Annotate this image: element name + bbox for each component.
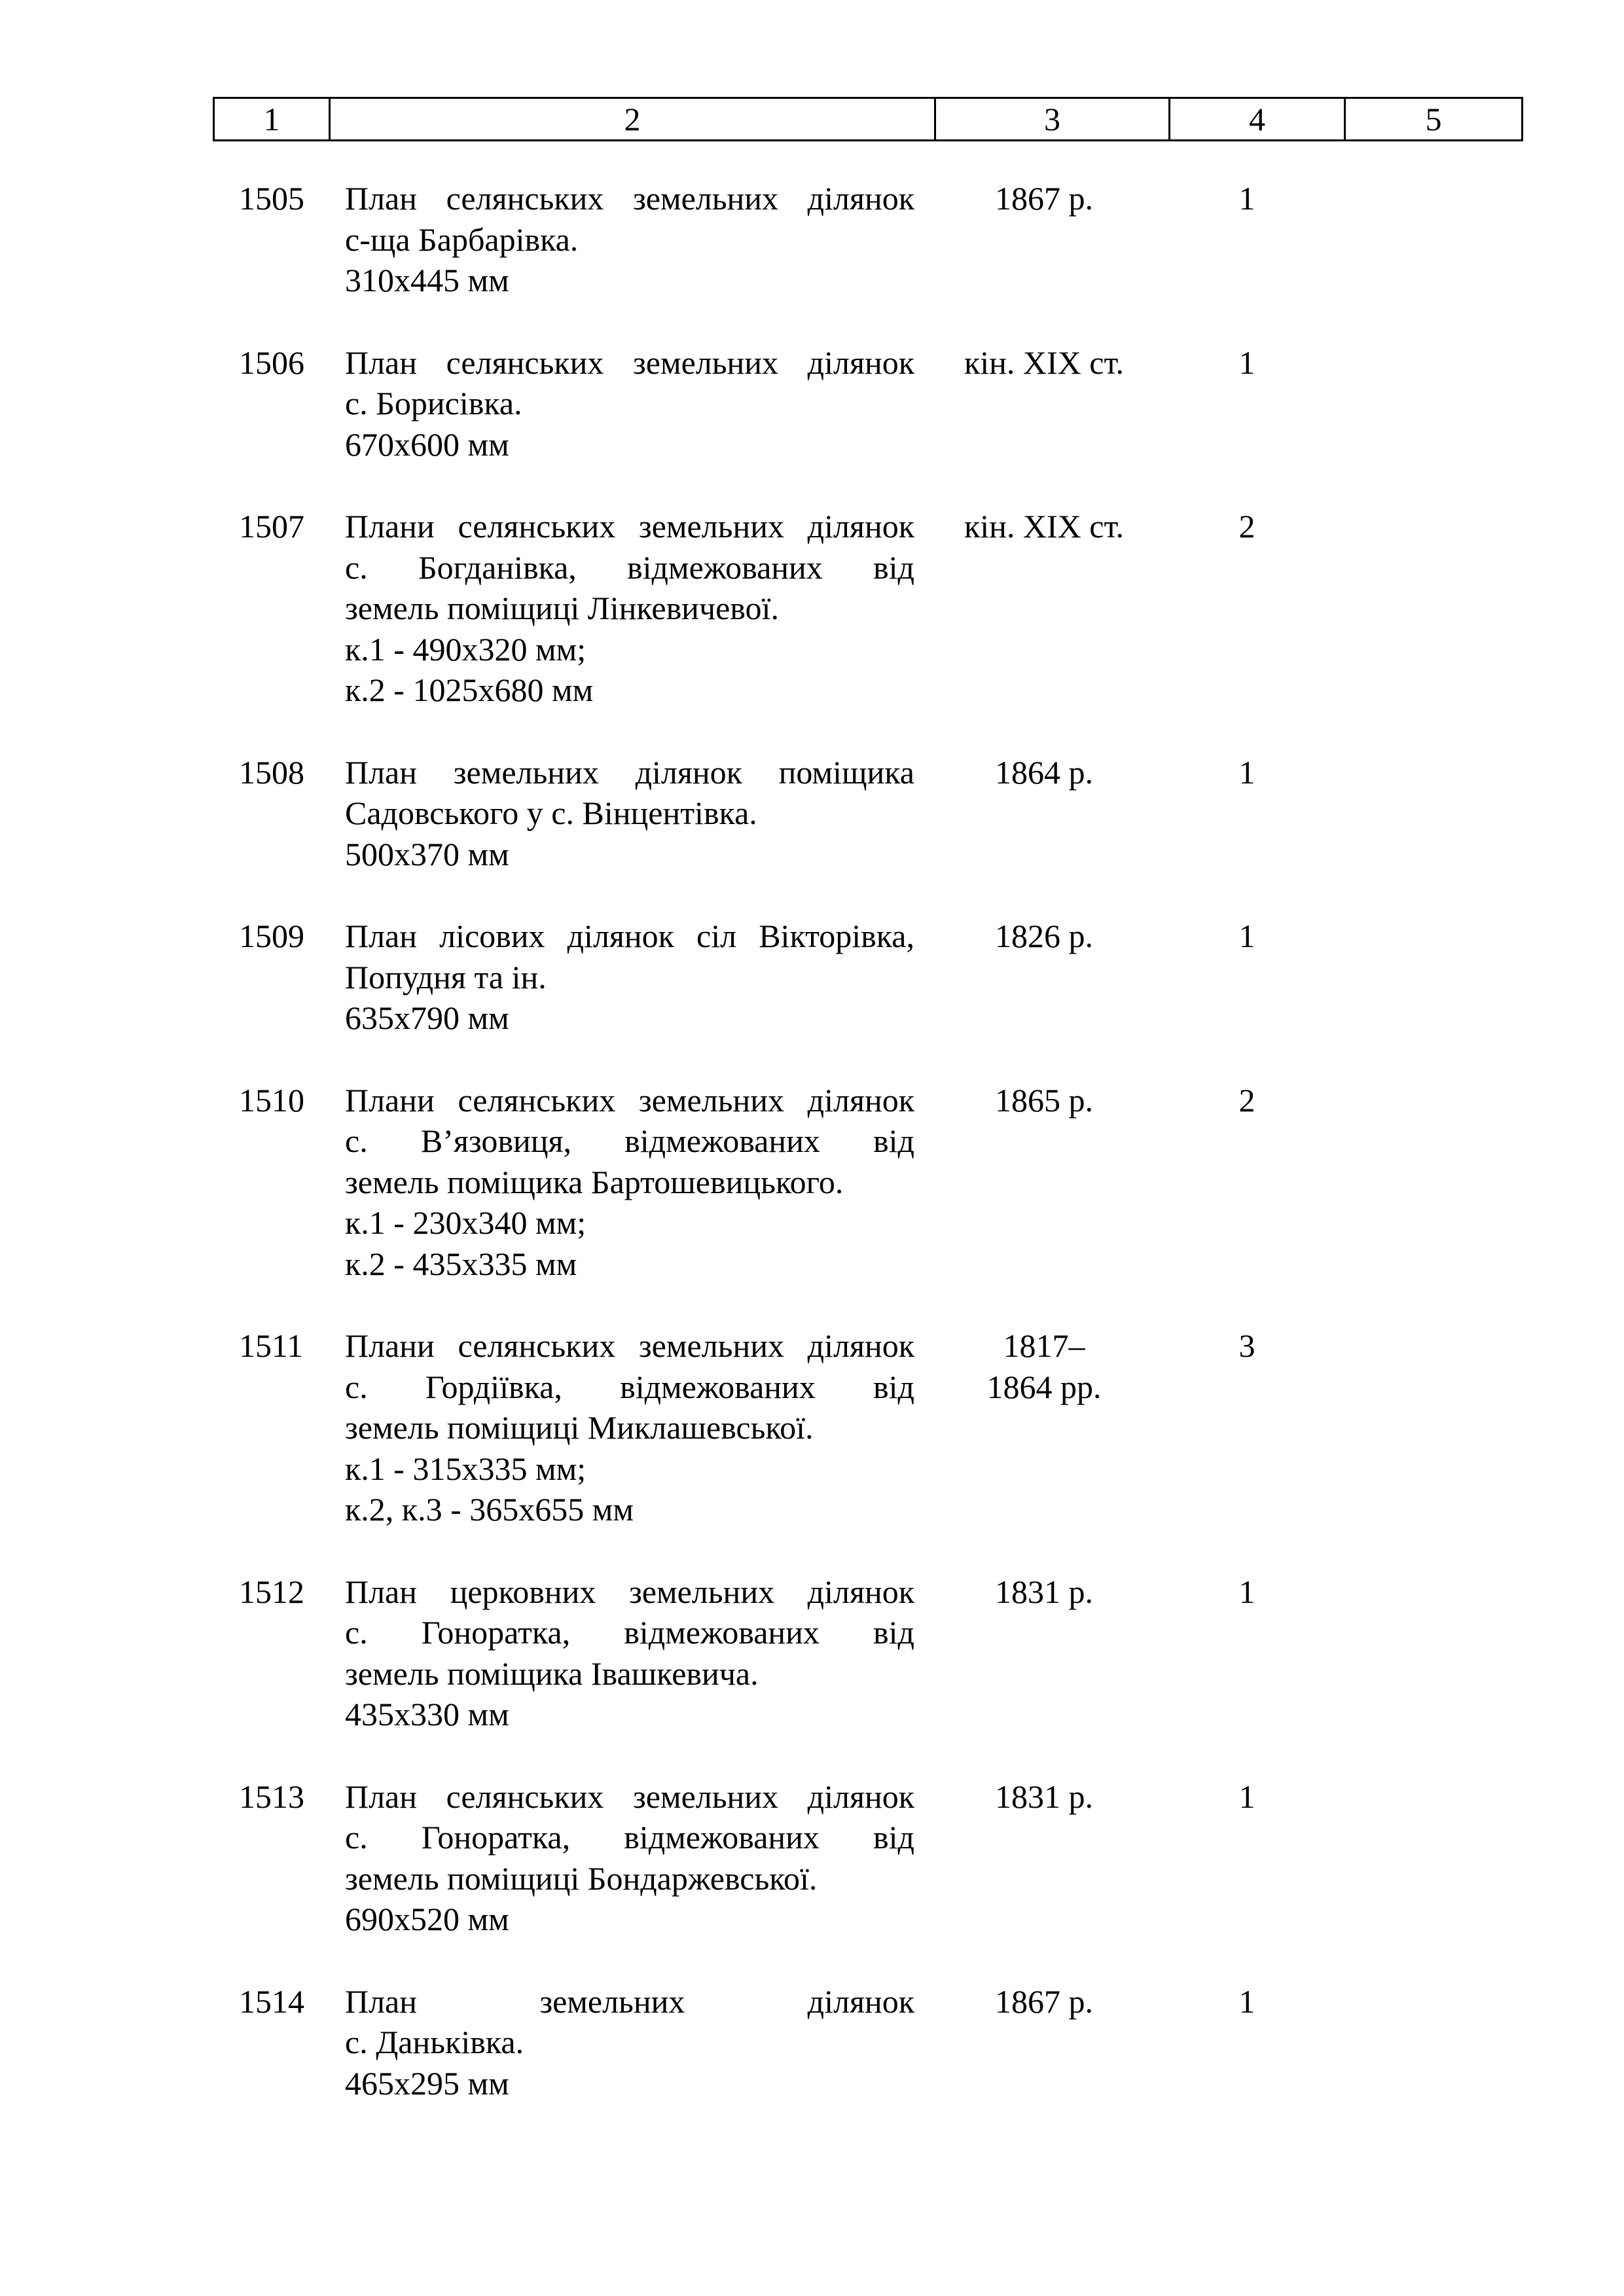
description-line: План земельних ділянок (345, 1982, 914, 2020)
entry-count: 1 (1238, 180, 1255, 217)
entry-number: 1514 (239, 1982, 304, 2020)
description-line: с. Даньківка. (345, 2024, 524, 2060)
entry-count: 2 (1238, 508, 1255, 545)
description-line: с. Гордіївка, відмежованих від (345, 1368, 914, 1405)
date-line: 1867 р. (995, 180, 1093, 217)
entry-count: 1 (1238, 753, 1255, 791)
size-line: 465х295 мм (345, 2064, 509, 2102)
catalog-entry (0, 752, 1624, 875)
catalog-entry (0, 1571, 1624, 1735)
entry-description (345, 1776, 914, 1940)
size-line: 435х330 мм (345, 1696, 509, 1732)
description-line: План селянських земельних ділянок (345, 1778, 914, 1815)
catalog-entry (0, 916, 1624, 1039)
date-line: 1831 р. (995, 1573, 1093, 1610)
header-column-3: 3 (935, 98, 1170, 141)
description-line: План лісових ділянок сіл Вікторівка, (345, 918, 914, 954)
header-column-1: 1 (214, 98, 330, 141)
size-line: к.1 - 315х335 мм; (345, 1450, 586, 1487)
entry-date (933, 1981, 1155, 2022)
entry-count: 2 (1238, 1081, 1255, 1119)
entry-number: 1509 (239, 918, 304, 954)
size-line: 310х445 мм (345, 262, 509, 298)
catalog-entry (0, 1325, 1624, 1530)
entry-description (345, 916, 914, 1039)
entry-number: 1513 (239, 1778, 304, 1815)
entry-description (345, 342, 914, 465)
entry-date (933, 506, 1155, 547)
catalog-entry (0, 1776, 1624, 1940)
entry-number: 1508 (239, 753, 304, 791)
date-line: 1826 р. (995, 918, 1093, 954)
size-line: 690х520 мм (345, 1901, 509, 1937)
entry-date (933, 1776, 1155, 1818)
size-line: к.2, к.3 - 365х655 мм (345, 1491, 634, 1528)
description-line: Плани селянських земельних ділянок (345, 1327, 914, 1364)
entry-number: 1510 (239, 1081, 304, 1119)
description-line: с. Борисівка. (345, 385, 522, 422)
entry-count: 1 (1238, 1982, 1255, 2020)
entry-count: 3 (1238, 1327, 1255, 1364)
date-line: 1865 р. (995, 1081, 1093, 1119)
description-line: Садовського у с. Вінцентівка. (345, 795, 757, 831)
date-line: 1831 р. (995, 1778, 1093, 1815)
catalog-entry (0, 1080, 1624, 1285)
entry-number: 1507 (239, 508, 304, 545)
entry-description (345, 178, 914, 301)
description-line: с. Гоноратка, відмежованих від (345, 1614, 914, 1651)
entry-description (345, 1080, 914, 1285)
description-line: План селянських земельних ділянок (345, 180, 914, 217)
description-line: земель поміщиці Лінкевичевої. (345, 590, 779, 626)
date-line: кін. XIX ст. (964, 344, 1125, 381)
description-line: Плани селянських земельних ділянок (345, 508, 914, 545)
column-number-header (213, 97, 1523, 141)
description-line: Плани селянських земельних ділянок (345, 1081, 914, 1119)
entry-description (345, 1571, 914, 1735)
catalog-entry (0, 506, 1624, 711)
entry-date (933, 342, 1155, 384)
entry-count: 1 (1238, 918, 1255, 954)
description-line: земель поміщиці Миклашевської. (345, 1409, 814, 1446)
entry-count: 1 (1238, 344, 1255, 381)
entry-number: 1506 (239, 344, 304, 381)
size-line: к.2 - 435х335 мм (345, 1245, 577, 1282)
description-line: с. В’язовиця, відмежованих від (345, 1122, 914, 1159)
catalog-entry (0, 1981, 1624, 2104)
entry-date (933, 1080, 1155, 1121)
size-line: 670х600 мм (345, 425, 509, 463)
catalog-entry (0, 342, 1624, 465)
entry-count: 1 (1238, 1778, 1255, 1815)
entry-description (345, 1981, 914, 2104)
catalog-entry (0, 178, 1624, 301)
date-line: 1817– (1003, 1327, 1085, 1364)
entry-count: 1 (1238, 1573, 1255, 1610)
header-column-4: 4 (1170, 98, 1345, 141)
entry-date (933, 1571, 1155, 1613)
description-line: с-ща Барбарівка. (345, 221, 579, 258)
description-line: с. Богданівка, відмежованих від (345, 548, 914, 586)
description-line: План церковних земельних ділянок (345, 1573, 914, 1610)
description-line: земель поміщика Бартошевицького. (345, 1163, 844, 1200)
entry-number: 1512 (239, 1573, 304, 1610)
entry-date (933, 1325, 1155, 1407)
header-column-2: 2 (330, 98, 935, 141)
size-line: 635х790 мм (345, 999, 509, 1036)
entry-date (933, 178, 1155, 219)
description-line: земель поміщика Івашкевича. (345, 1655, 759, 1692)
entry-description (345, 752, 914, 875)
entry-number: 1505 (239, 180, 304, 217)
date-line: 1867 р. (995, 1982, 1093, 2020)
date-line: 1864 р. (995, 753, 1093, 791)
size-line: 500х370 мм (345, 835, 509, 872)
description-line: Попудня та ін. (345, 958, 547, 996)
header-column-5: 5 (1345, 98, 1523, 141)
size-line: к.1 - 490х320 мм; (345, 630, 586, 668)
entry-description (345, 1325, 914, 1530)
description-line: План селянських земельних ділянок (345, 344, 914, 381)
entry-number: 1511 (239, 1327, 304, 1364)
date-line: кін. XIX ст. (964, 508, 1125, 545)
size-line: к.2 - 1025х680 мм (345, 672, 594, 708)
entry-date (933, 916, 1155, 957)
header-row (214, 98, 1523, 141)
description-line: с. Гоноратка, відмежованих від (345, 1819, 914, 1856)
entry-date (933, 752, 1155, 793)
catalog-entries (0, 178, 1624, 2145)
entry-description (345, 506, 914, 711)
size-line: к.1 - 230х340 мм; (345, 1204, 586, 1241)
description-line: земель поміщиці Бондаржевської. (345, 1859, 818, 1897)
date-line: 1864 рр. (986, 1368, 1102, 1405)
description-line: План земельних ділянок поміщика (345, 753, 914, 791)
